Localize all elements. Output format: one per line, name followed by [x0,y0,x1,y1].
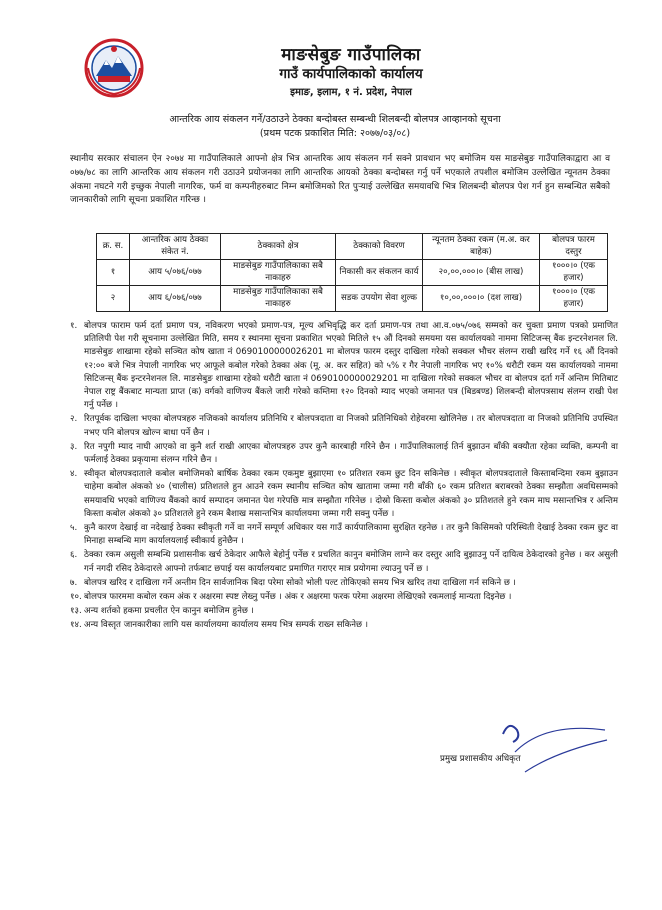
clause-text: रित नपुगी म्याद नाघी आएको वा कुनै शर्त राखी आएका बोलपत्रहरु उपर कुनै कारबाही गरिने छैन । गाउँपालिकालाई तिर्न बुझाउन बाँकी बक्यौता रहेका व्यक्ति, कम्पनी वा फर्मलाई ठेक्का प्रकृयामा संलग्न गरिने छैन । [84,441,618,466]
cell-sn: १ [97,260,130,286]
table-row [97,286,608,312]
clause-text: बोलपत्र फाराम फर्म दर्ता प्रमाण पत्र, नविकरण भएको प्रमाण-पत्र, मूल्य अभिवृद्धि कर दर्ता प्रमाण-पत्र तथा आ.व.०७५/०७६ सम्मको कर चुक्ता प्रमाण पत्रको प्रमाणित प्रतिलिपी पेश गरी सूचनामा उल्लेखित मिति, समय र स्थानमा सूचना प्रकाशित भएको मितिले १५ औं दिनको समयमा यस कार्यालयको नाममा सिटिजन्स् बैंक इन्टरनेशनल लि. माङसेबुङ शाखामा रहेको सञ्चित कोष खाता नं 0690100000026201 मा बोलपत्र फारम दस्तुर दाखिला गरेको सक्कल भौचर संलग्न राखी खरिद गर्ने १६ औं दिनको १२:०० बजे भित्र नेपाली नागरिक भए आफूले कबोल गरेको ठेक्का अंक (मू. अ. कर सहित) को ५% र गैर नेपाली नागरिक भए १०% धरौटी रकम यस कार्यालयको नाममा सिटिजन्स् बैंक इन्टरनेशनल लि. माङसेबुङ शाखामा रहेको धरौटी खाता नं 0690100000029201 मा दाखिला गरेको सक्कल भौचर वा बोलपत्र दर्ता गर्ने अन्तिम मितिबाट नेपाल राष्ट्र बैंकबाट मान्यता प्राप्त (क) वर्गको वाणिज्य बैंकले जारी गरेको कम्तिमा १२० दिनको म्याद भएको जमानत पत्र (बिडबण्ड) शिलबन्दी बोलपत्रसाथ संलग्न राखी पेश गर्नु पर्नेछ । [84,321,618,411]
clause-number: ७. [70,577,78,588]
municipality-name: माङसेबुङ गाउँपालिका [281,45,421,65]
col-fee-header: बोलपत्र फारम दस्तुर [540,234,608,260]
clause-text: स्वीकृत बोलपत्रदाताले कबोल बमोजिमको बार्षिक ठेक्का रकम एकमुष्ट बुझाएमा १० प्रतिशत रकम छुट दिन सकिनेछ । स्वीकृत बोलपत्रदाताले किस्ताबन्दिमा रकम बुझाउन चाहेमा कबोल अंकको ४० (चालीस) प्रतिशतले हुन आउने रकम स्थानीय सञ्चित कोष खातामा जम्मा गरी बाँकी ६० रकम प्रतिशत बराबरको ठेक्का सम्झौता अवधिसम्मको समयावधि भएको वाणिज्य बैंकको कार्य सम्पादन जमानत पेश गरेपछि मात्र सम्झौता गरिनेछ । दोस्रो किस्ता कबोल अंकको ३० प्रतिशतले हुने रकम माघ मसान्तभित्र र अन्तिम किस्ता कबोल अंकको ३० प्रतिशतले हुने रकम बैशाख मसान्तभित्र कार्यालयमा जम्मा गरी सक्नु पर्नेछ । [84,469,618,519]
cell-code: आय ५/०७६/०७७ [130,260,221,286]
official-signature-stamp [495,712,615,782]
list-item [70,320,618,412]
list-item [70,413,618,439]
office-name: गाउँ कार्यपालिकाको कार्यालय [279,66,423,82]
cell-amount: २०,००,०००।० (बीस लाख) [423,260,540,286]
cell-area: माङसेबुङ गाउँपालिकाका सबै नाकाहरु [221,286,336,312]
list-item [70,619,618,632]
clause-number: १३. [70,606,82,617]
intro-paragraph: स्थानीय सरकार संचालन ऐन २०७४ मा गाउँपालिकाले आफ्नो क्षेत्र भित्र आन्तरिक आय संकलन गर्न सक्ने प्रावधान भए बमोजिम यस माङसेबुङ गाउँपालिकाद्वारा आ व ०७७/७८ का लागि आन्तरिक आय संकलन गरी उठाउने प्रयोजनका लागि आन्तरिक आयको ठेक्का बन्दोबस्त गर्नु पर्ने भएकाले तपशील बमोजिम उल्लेखित न्यूनतम ठेक्का अंकमा नघटने गरी इच्छुक नेपाली नागरिक, फर्म वा कम्पनीहरुबाट निम्न बमोजिमको रित पुऱ्याई उल्लेखित समयावधि भित्र शिलबन्दी बोलपत्र पेश गर्न हुन सम्बन्धित सबैको जानकारीको लागि सूचना प्रकाशित गरिन्छ । [70,154,610,206]
col-sn-header: क्र. स. [97,234,130,260]
col-code-header: आन्तरिक आय ठेक्का संकेत नं. [130,234,221,260]
clause-text: रितपूर्वक दाखिला भएका बोलपत्रहरु नजिकको कार्यालय प्रतिनिधि र बोलपत्रदाता वा निजको प्रतिनिधिको रोहेवरमा खोलिनेछ । तर बोलपत्रदाता वा निजको प्रतिनिधि उपस्थित नभए पनि बोलपत्र खोल्न बाधा पर्ने छैन । [84,414,618,438]
clause-text: बोलपत्र फारममा कबोल रकम अंक र अक्षरमा स्पष्ट लेख्नु पर्नेछ । अंक र अक्षरमा फरक परेमा अक्षरमा लेखिएको रकमलाई मान्यता दिइनेछ । [84,592,512,603]
clause-text: अन्य शर्तको हकमा प्रचलीत ऐन कानुन बमोजिम हुनेछ । [84,606,254,617]
tender-table [96,233,608,312]
list-item [70,441,618,467]
clause-number: १. [70,321,78,331]
cell-sn: २ [97,286,130,312]
col-desc-header: ठेक्काको विवरण [336,234,423,260]
clause-number: ४. [70,469,78,480]
clause-text: ठेक्का रकम असुली सम्बन्धि प्रशासनीक खर्च ठेकेदार आफैले बेहोर्नु पर्नेछ र प्रचलित कानुन बमोजिम लाग्ने कर दस्तुर आदि बुझाउनु पर्ने दायित्व ठेकेदारको हुनेछ । कर असुली गर्न नगदी रसिद ठेकेदारले आफ्नो तर्फबाट छपाई यस कार्यालयबाट प्रमाणित गराएर मात्र प्रयोगमा ल्याउनु पर्ने छ । [84,550,618,574]
table-row [97,260,608,286]
publish-date: (प्रथम पटक प्रकाशित मिति: २०७७/०३/०८) [259,128,411,139]
list-item [70,605,618,618]
list-item [70,577,618,590]
list-item [70,591,618,604]
col-amount-header: न्यूनतम ठेक्का रकम (म.अ. कर बाहेक) [423,234,540,260]
clause-number: १४. [70,620,82,631]
list-item [70,522,618,548]
clause-text: कुनै कारण देखाई वा नदेखाई ठेक्का स्वीकृती गर्ने वा नगर्ने सम्पूर्ण अधिकार यस गाउँ कार्यपालिकामा सुरक्षित रहनेछ । तर कुनै किसिमको परिस्थिती देखाई ठेक्का रकम छुट वा मिनाहा सम्बन्धि माग कार्यालयलाई स्वीकार्य हुनेछैन । [84,523,618,547]
signatory-title: प्रमुख प्रशासकीय अधिकृत [440,754,521,764]
list-item [70,468,618,521]
list-item [70,549,618,575]
cell-desc: निकासी कर संकलन कार्य [336,260,423,286]
notice-title: आन्तरिक आय संकलन गर्ने/उठाउने ठेक्का बन्दोबस्त सम्बन्धी शिलबन्दी बोलपत्र आव्हानको सूचना [169,114,501,125]
clause-number: २. [70,414,78,425]
clause-number: ६. [70,550,78,561]
table-header-row [97,234,608,260]
cell-desc: सडक उपयोग सेवा शुल्क [336,286,423,312]
col-area-header: ठेक्काको क्षेत्र [221,234,336,260]
clause-text: अन्य विस्तृत जानकारीका लागि यस कार्यालयमा कार्यालय समय भित्र सम्पर्क राख्न सकिनेछ । [84,620,369,631]
cell-amount: १०,००,०००।० (दश लाख) [423,286,540,312]
cell-code: आय ६/०७६/०७७ [130,286,221,312]
clause-number: ३. [70,441,78,452]
cell-fee: १०००।० (एक हजार) [540,286,608,312]
conditions-list [70,320,618,634]
cell-fee: १०००।० (एक हजार) [540,260,608,286]
office-address: इमाङ, इलाम, १ नं. प्रदेश, नेपाल [290,87,412,98]
clause-text: बोलपत्र खरिद र दाखिला गर्ने अन्तीम दिन सार्वजानिक बिदा परेमा सोको भोली पल्ट तोकिएको समय भित्र खरिद तथा दाखिला गर्न सकिने छ । [84,577,516,588]
clause-number: ५. [70,523,78,534]
clause-number: १०. [70,592,82,603]
notice-subject [70,113,600,141]
cell-area: माङसेबुङ गाउँपालिकाका सबै नाकाहरु [221,260,336,286]
